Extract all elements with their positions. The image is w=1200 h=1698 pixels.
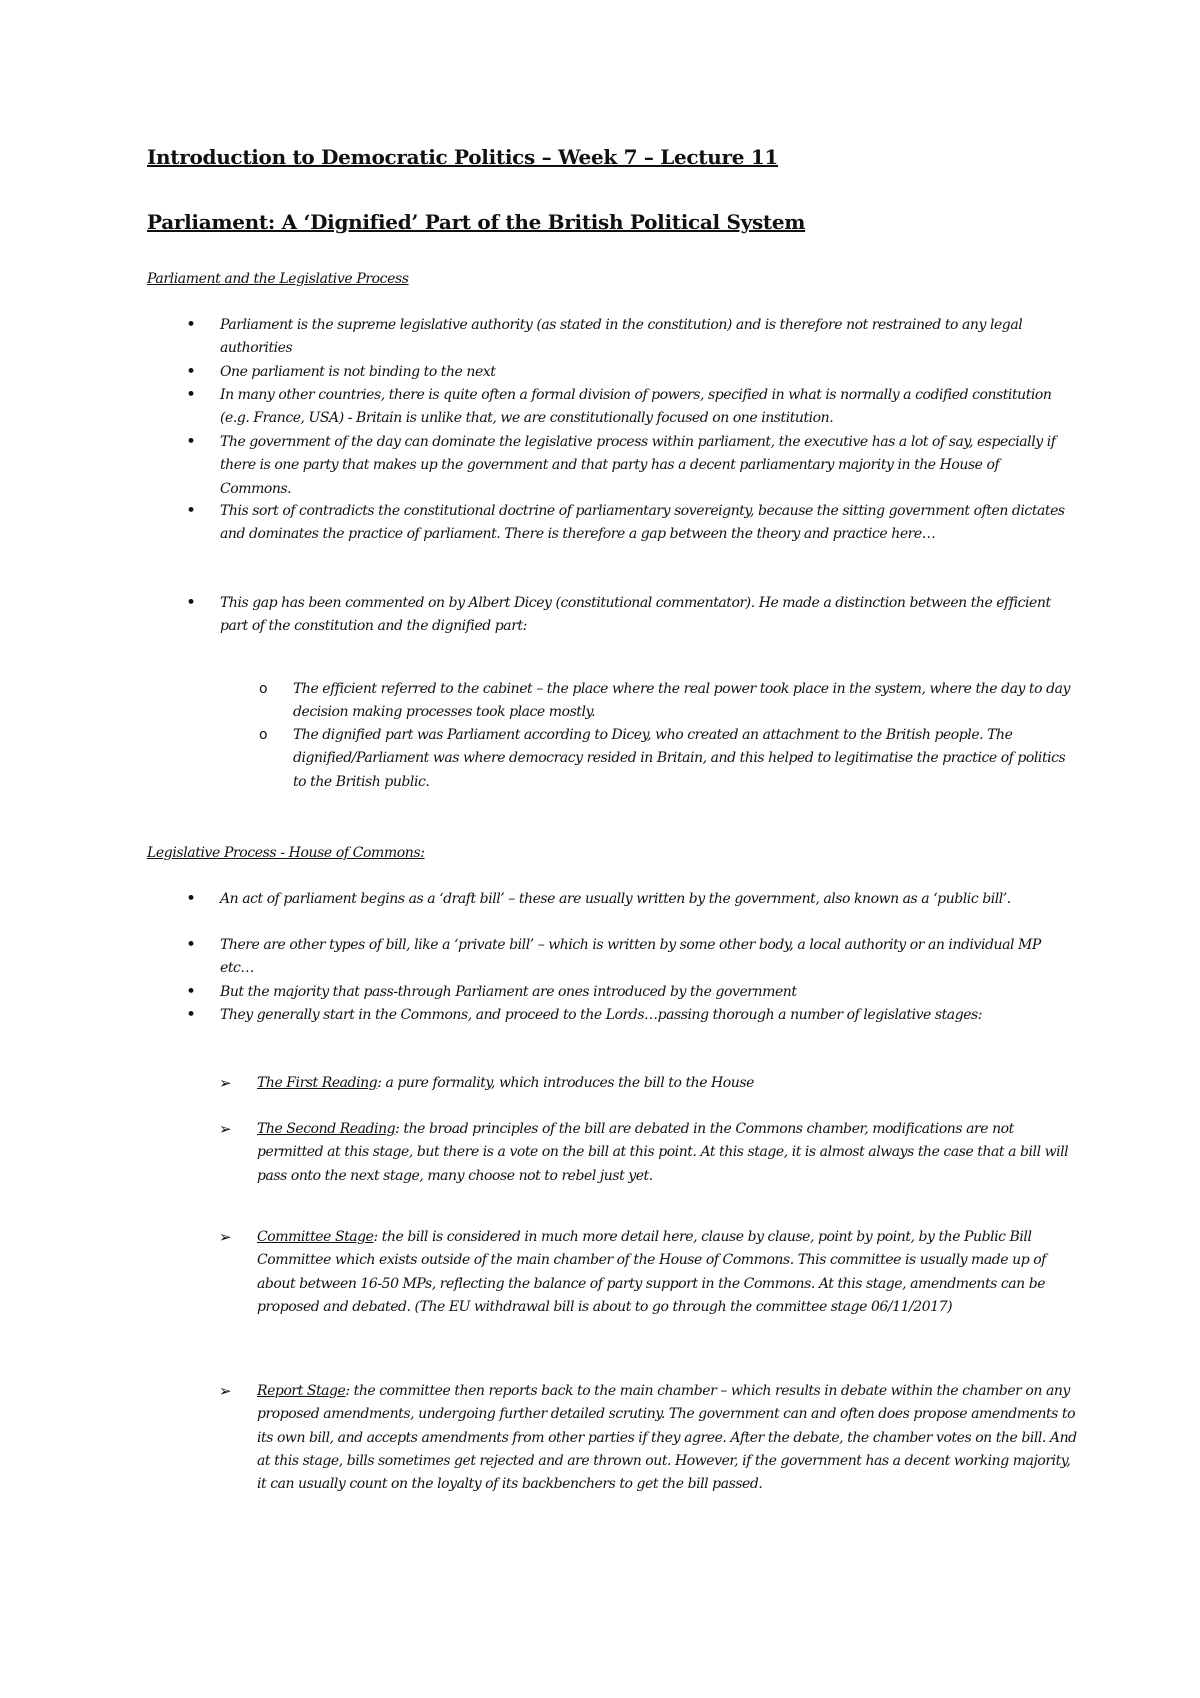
bullet-dot-icon: •	[186, 432, 196, 452]
bullet-dot-icon: •	[186, 501, 196, 521]
list-item: • They generally start in the Commons, and proceed to the Lords…passing thorough a number of legislative stages:	[220, 1004, 1070, 1027]
section-heading-legislative-process: Parliament and the Legislative Process	[147, 271, 409, 287]
bullet-dot-icon: •	[186, 889, 196, 909]
sub-list-item: o The efficient referred to the cabinet – the place where the real power took place in the system, where the day to day decision making processes took place mostly.	[293, 678, 1073, 725]
circle-bullet-icon: o	[259, 681, 268, 697]
stage-item-committee-stage: ➢ Committee Stage: the bill is considered in much more detail here, clause by clause, point by point, by the Public Bill Committee which exists outside of the main chamber of the House of Commons. This committee is usually made up of about between 16-50 MPs, reflecting the balance of party support in the Commons. At this stage, amendments can be proposed and debated. (The EU withdrawal bill is about to go through the committee stage 06/11/2017)	[219, 1228, 1046, 1315]
bullet-dot-icon: •	[186, 593, 196, 613]
arrow-bullet-icon: ➢	[219, 1228, 232, 1246]
document-subtitle: Parliament: A ‘Dignified’ Part of the British Political System	[147, 210, 806, 234]
arrow-bullet-icon: ➢	[219, 1074, 232, 1092]
list-item: • Parliament is the supreme legislative authority (as stated in the constitution) and is therefore not restrained to any legal authorities	[186, 315, 1023, 357]
bullet-dot-icon: •	[186, 362, 196, 382]
sub-list-item: o The dignified part was Parliament according to Dicey, who created an attachment to the British people. The dignified/Parliament was where democracy resided in Britain, and this helped to legitimatise the practice of politics to the British public.	[293, 724, 1073, 794]
list-item: • This sort of contradicts the constitutional doctrine of parliamentary sovereignty, because the sitting government often dictates and dominates the practice of parliament. There is therefore a gap between the theory and practice here…	[186, 501, 1065, 543]
list-item: • The government of the day can dominate the legislative process within parliament, the executive has a lot of say, especially if there is one party that makes up the government and that party has a decent parliamentary majority in the House of Commons.	[186, 432, 1056, 497]
stage-item-second-reading: ➢ The Second Reading: the broad principles of the bill are debated in the Commons chamber, modifications are not permitted at this stage, but there is a vote on the bill at this point. At this stage, it is almost always the case that a bill will pass onto the next stage, many choose not to rebel just yet.	[219, 1120, 1069, 1184]
list-item: • But the majority that pass-through Parliament are ones introduced by the government	[220, 981, 1070, 1004]
bullet-dot-icon: •	[186, 982, 196, 1002]
list-item: • An act of parliament begins as a ‘draft bill’ – these are usually written by the government, also known as a ‘public bill’.	[220, 888, 1070, 911]
stage-item-report-stage: ➢ Report Stage: the committee then reports back to the main chamber – which results in debate within the chamber on any proposed amendments, undergoing further detailed scrutiny. The government can and often does propose amendments to its own bill, and accepts amendments from other parties if they agree. After the debate, the chamber votes on the bill. And at this stage, bills sometimes get rejected and are thrown out. However, if the government has a decent working majority, it can usually count on the loyalty of its backbenchers to get the bill passed.	[219, 1382, 1077, 1493]
section-heading-house-of-commons: Legislative Process - House of Commons:	[147, 845, 425, 861]
bullet-dot-icon: •	[186, 1005, 196, 1025]
stage-item-first-reading: ➢ The First Reading: a pure formality, which introduces the bill to the House	[257, 1072, 1077, 1095]
document-title: Introduction to Democratic Politics – Week 7 – Lecture 11	[147, 145, 779, 169]
list-item: • There are other types of bill, like a ‘private bill’ – which is written by some other body, a local authority or an individual MP etc…	[186, 935, 1041, 977]
bullet-dot-icon: •	[186, 315, 196, 335]
bullet-dot-icon: •	[186, 935, 196, 955]
list-item: • One parliament is not binding to the next	[220, 361, 1070, 384]
list-item: • In many other countries, there is quite often a formal division of powers, specified in what is normally a codified constitution (e.g. France, USA) - Britain is unlike that, we are constitutionally focused on one institution.	[186, 385, 1052, 427]
arrow-bullet-icon: ➢	[219, 1120, 232, 1138]
list-item: • This gap has been commented on by Albert Dicey (constitutional commentator). He made a distinction between the efficient part of the constitution and the dignified part:	[186, 593, 1051, 635]
circle-bullet-icon: o	[259, 727, 268, 743]
bullet-dot-icon: •	[186, 385, 196, 405]
arrow-bullet-icon: ➢	[219, 1382, 232, 1400]
